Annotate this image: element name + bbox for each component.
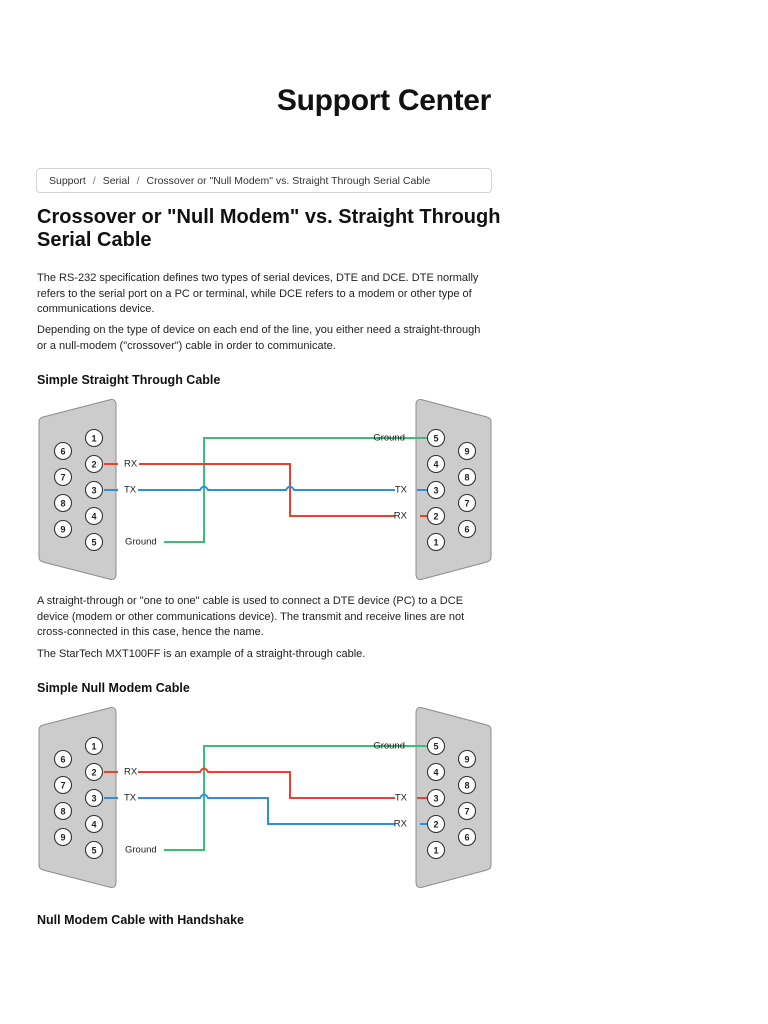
pin-number: 7 [60,780,66,791]
left-pin-5 [86,842,103,859]
right-pin-8 [459,469,476,486]
pin-number: 3 [433,485,439,496]
left-pin-2 [86,764,103,781]
section-heading-null-modem-handshake: Null Modem Cable with Handshake [37,913,244,927]
pin-number: 5 [91,537,97,548]
left-pin-2 [86,456,103,473]
pin-number: 8 [60,498,66,509]
intro-paragraph: The RS-232 specification defines two types of serial devices, DTE and DCE. DTE normally refers to the serial port on a PC or terminal, while DCE refers to a modem or other type of communications device. [37,272,479,315]
left-pin-8 [55,803,72,820]
left-ground-label: Ground [125,536,157,548]
breadcrumb-link-serial[interactable]: Serial [102,174,130,187]
right-pin-7 [459,803,476,820]
left-tx-label: TX [124,792,137,804]
pin-number: 2 [433,819,439,830]
right-pin-9 [459,443,476,460]
left-pin-4 [86,816,103,833]
article-title: Crossover or "Null Modem" vs. Straight Through Serial Cable [37,206,501,251]
pin-number: 8 [464,472,470,483]
pin-number: 9 [464,446,470,457]
left-tx-label: TX [124,484,137,496]
pin-number: 6 [464,524,470,535]
left-pin-7 [55,469,72,486]
pin-number: 2 [433,511,439,522]
left-pin-3 [86,482,103,499]
pin-number: 8 [464,780,470,791]
breadcrumb-current-page: Crossover or "Null Modem" vs. Straight Through Serial Cable [146,174,431,187]
pin-number: 4 [433,459,439,470]
right-rx-label: RX [393,510,407,522]
left-pin-1 [86,738,103,755]
pin-number: 2 [91,459,97,470]
right-pin-3 [428,790,445,807]
left-pin-6 [55,443,72,460]
pin-number: 6 [60,754,66,765]
rx-wire [138,769,395,799]
right-pin-8 [459,777,476,794]
pin-number: 9 [60,524,66,535]
right-tx-label: TX [394,792,407,804]
straight-through-wiring-diagram [30,394,500,589]
tx-wire [138,487,395,491]
breadcrumb [36,168,492,193]
pin-number: 4 [433,767,439,778]
straight-through-description: A straight-through or "one to one" cable is used to connect a DTE device (PC) to a DCE device (modem or other communications device). The transmit and receive lines are not cross-connected in this case, hence the name. [37,595,465,638]
left-rx-label: RX [124,766,138,778]
right-pin-1 [428,534,445,551]
pin-number: 7 [464,498,470,509]
section-heading-null-modem: Simple Null Modem Cable [37,681,190,695]
left-pin-9 [55,521,72,538]
intro-paragraph: Depending on the type of device on each end of the line, you either need a straight-through or a null-modem ("crossover") cable in order to communicate. [37,324,481,352]
left-rx-label: RX [124,458,138,470]
right-pin-5 [428,738,445,755]
breadcrumb-separator: / [92,174,96,187]
left-pin-9 [55,829,72,846]
pin-number: 3 [91,793,97,804]
pin-number: 9 [464,754,470,765]
right-ground-label: Ground [373,432,405,444]
right-pin-2 [428,816,445,833]
left-pin-1 [86,430,103,447]
right-pin-3 [428,482,445,499]
right-pin-4 [428,456,445,473]
breadcrumb-separator: / [136,174,140,187]
left-ground-label: Ground [125,844,157,856]
left-pin-6 [55,751,72,768]
left-pin-4 [86,508,103,525]
pin-number: 7 [60,472,66,483]
left-pin-3 [86,790,103,807]
right-pin-2 [428,508,445,525]
left-pin-7 [55,777,72,794]
pin-number: 4 [91,511,97,522]
right-pin-6 [459,829,476,846]
right-pin-4 [428,764,445,781]
right-ground-label: Ground [373,740,405,752]
right-pin-7 [459,495,476,512]
pin-number: 3 [433,793,439,804]
breadcrumb-link-support[interactable]: Support [49,174,86,187]
site-title: Support Center [276,84,492,117]
left-pin-5 [86,534,103,551]
pin-number: 9 [60,832,66,843]
right-pin-6 [459,521,476,538]
pin-number: 1 [91,433,97,444]
right-pin-5 [428,430,445,447]
right-pin-1 [428,842,445,859]
left-pin-8 [55,495,72,512]
pin-number: 5 [433,741,439,752]
pin-number: 3 [91,485,97,496]
right-rx-label: RX [393,818,407,830]
pin-number: 7 [464,806,470,817]
section-heading-straight-through: Simple Straight Through Cable [37,373,221,387]
right-tx-label: TX [394,484,407,496]
pin-number: 6 [464,832,470,843]
pin-number: 2 [91,767,97,778]
pin-number: 4 [91,819,97,830]
right-pin-9 [459,751,476,768]
pin-number: 1 [433,845,439,856]
pin-number: 6 [60,446,66,457]
pin-number: 1 [433,537,439,548]
pin-number: 1 [91,741,97,752]
null-modem-wiring-diagram [30,702,500,897]
pin-number: 5 [433,433,439,444]
pin-number: 5 [91,845,97,856]
straight-through-example: The StarTech MXT100FF is an example of a straight-through cable. [37,648,366,660]
pin-number: 8 [60,806,66,817]
